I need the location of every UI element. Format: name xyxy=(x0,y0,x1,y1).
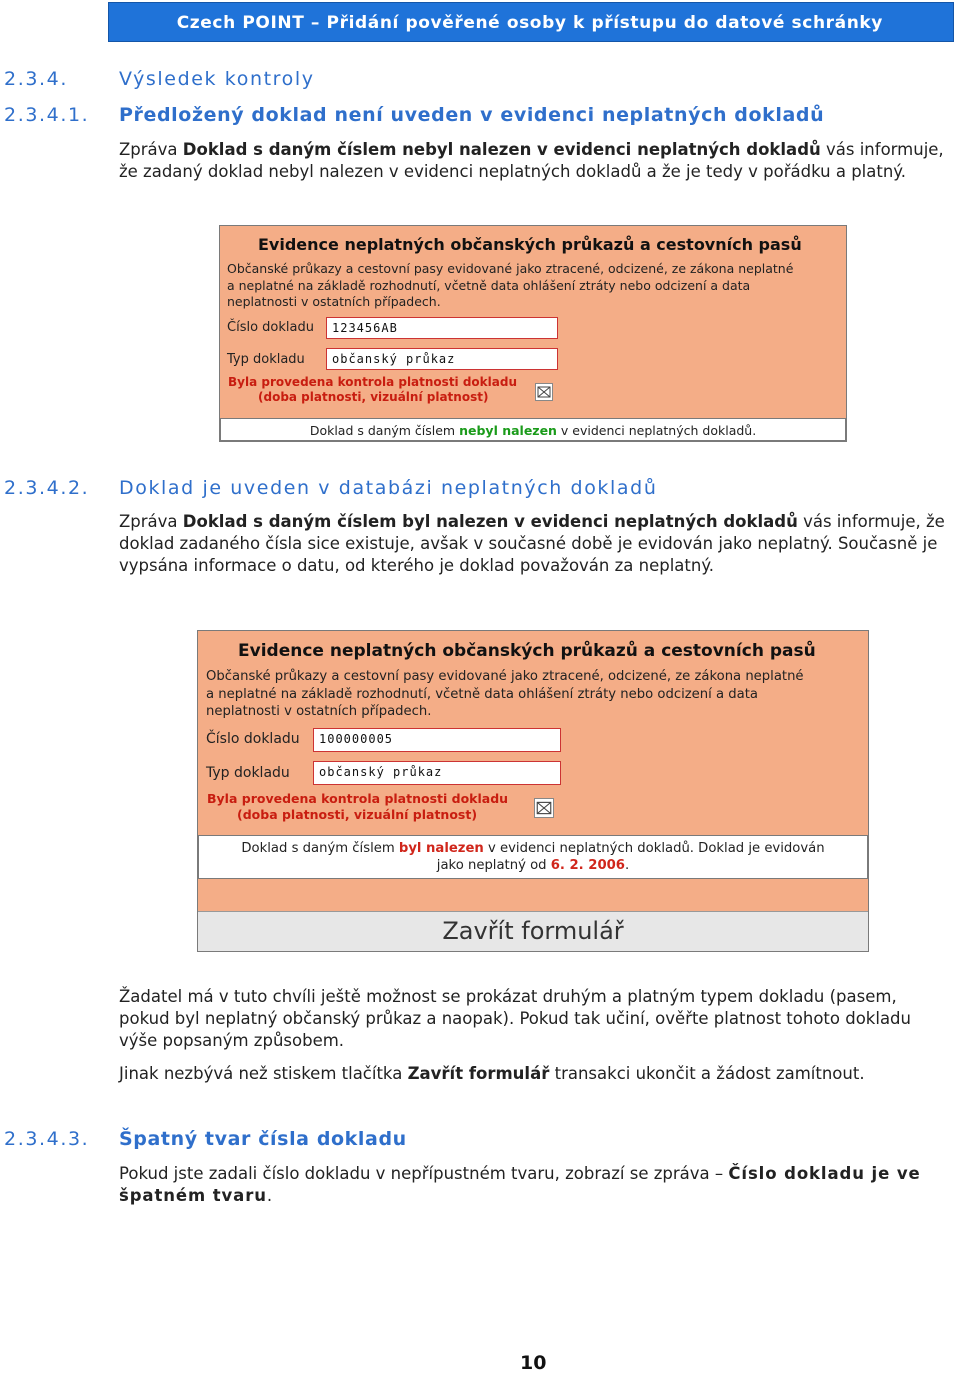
desc-line: Občanské průkazy a cestovní pasy evidované jako ztracené, odcizené, ze zákona neplatné xyxy=(227,261,794,276)
paragraph-not-found xyxy=(119,139,949,183)
doc-type-label: Typ dokladu xyxy=(227,352,305,367)
text: transakci ukončit a žádost zamítnout. xyxy=(549,1064,865,1083)
paragraph-close-form xyxy=(119,1063,949,1085)
text: Zpráva xyxy=(119,140,183,159)
desc-line: neplatnosti v ostatních případech. xyxy=(227,294,441,309)
section-heading-2-3-4-3 xyxy=(4,1128,407,1150)
check-line: Byla provedena kontrola platnosti dokladu xyxy=(228,375,518,389)
text: jako neplatný od xyxy=(436,858,551,873)
result-message xyxy=(220,418,846,441)
section-title: Doklad je uveden v databázi neplatných dokladů xyxy=(119,477,658,499)
doc-type-select[interactable]: občanský průkaz xyxy=(326,348,558,370)
section-number: 2.3.4.3. xyxy=(4,1128,90,1150)
checkbox-x-icon xyxy=(536,384,552,400)
check-line: (doba platnosti, vizuální platnost) xyxy=(237,807,478,822)
check-line: (doba platnosti, vizuální platnost) xyxy=(258,390,489,404)
checkbox-x-icon xyxy=(535,799,553,817)
highlight: byl nalezen xyxy=(398,841,484,856)
text: Jinak nezbývá než stiskem tlačítka xyxy=(119,1064,408,1083)
section-title: Špatný tvar čísla dokladu xyxy=(119,1128,407,1150)
check-line: Byla provedena kontrola platnosti dokladu xyxy=(207,791,509,806)
form-title: Evidence neplatných občanských průkazů a cestovních pasů xyxy=(258,235,802,254)
button-name: Zavřít formulář xyxy=(407,1064,550,1083)
text: vás informuje, že zadaný doklad nebyl nalezen v evidenci neplatných dokladů a že je tedy v pořádku a platný. xyxy=(119,140,944,181)
paragraph-alternative-document: Žadatel má v tuto chvíli ještě možnost se prokázat druhým a platným typem dokladu (pasem, pokud byl neplatný občanský průkaz a naopak). Pokud tak učiní, ověřte platnost tohoto dokladu výše popsaným způsobem. xyxy=(119,987,911,1050)
validity-check-label xyxy=(207,791,508,823)
text: . xyxy=(266,1186,273,1205)
close-form-label: Zavřít formulář xyxy=(442,917,624,945)
invalid-since-date: 6. 2. 2006 xyxy=(550,858,625,873)
section-number: 2.3.4.1. xyxy=(4,104,90,126)
section-heading-2-3-4-2 xyxy=(4,477,657,499)
message-name: Doklad s daným číslem byl nalezen v evidenci neplatných dokladů xyxy=(182,512,798,531)
message-line-2 xyxy=(199,857,867,874)
doc-number-label: Číslo dokladu xyxy=(206,731,300,747)
section-number: 2.3.4.2. xyxy=(4,477,90,499)
text: Zpráva xyxy=(119,512,183,531)
text: . xyxy=(624,858,630,873)
form-description xyxy=(206,668,804,721)
form-title: Evidence neplatných občanských průkazů a cestovních pasů xyxy=(238,641,816,661)
text: vás informuje, že doklad zadaného čísla sice existuje, avšak v současné době je evidován jako neplatný. Současně je vypsána informace o datu, od kterého je doklad považován za neplatný. xyxy=(119,512,945,575)
section-title: Předložený doklad není uveden v evidenci neplatných dokladů xyxy=(119,104,825,126)
page-number: 10 xyxy=(520,1352,547,1374)
doc-type-select[interactable]: občanský průkaz xyxy=(313,761,561,785)
validity-checkbox[interactable] xyxy=(535,383,553,401)
doc-type-label: Typ dokladu xyxy=(206,765,290,781)
result-message xyxy=(198,835,868,879)
section-heading-2-3-4 xyxy=(4,68,315,90)
message-name: Číslo dokladu je ve špatném tvaru xyxy=(119,1164,921,1205)
section-title: Výsledek kontroly xyxy=(119,68,315,90)
screenshot-found xyxy=(197,630,869,952)
doc-number-input[interactable]: 123456AB xyxy=(326,317,558,339)
highlight: nebyl nalezen xyxy=(459,423,557,438)
validity-check-label xyxy=(228,375,517,405)
message-line-1 xyxy=(199,840,867,857)
desc-line: Občanské průkazy a cestovní pasy evidované jako ztracené, odcizené, ze zákona neplatné xyxy=(206,669,804,684)
message-name: Doklad s daným číslem nebyl nalezen v evidenci neplatných dokladů xyxy=(182,140,821,159)
doc-number-input[interactable]: 100000005 xyxy=(313,728,561,752)
text: Pokud jste zadali číslo dokladu v nepřípustném tvaru, zobrazí se zpráva – xyxy=(119,1164,729,1183)
text: v evidenci neplatných dokladů. Doklad je evidován xyxy=(483,841,825,856)
paragraph-found xyxy=(119,511,949,577)
section-number: 2.3.4. xyxy=(4,68,68,90)
paragraph-bad-format xyxy=(119,1163,949,1207)
section-heading-2-3-4-1 xyxy=(4,104,824,126)
spacer-band xyxy=(198,879,868,911)
header-title: Czech POINT – Přidání pověřené osoby k přístupu do datové schránky xyxy=(176,13,883,33)
close-form-button[interactable] xyxy=(198,911,868,951)
screenshot-not-found xyxy=(219,225,847,442)
doc-number-label: Číslo dokladu xyxy=(227,320,314,335)
text: Doklad s daným číslem xyxy=(309,423,460,438)
desc-line: a neplatné na základě rozhodnutí, včetně data ohlášení ztráty nebo odcizení a data xyxy=(206,686,758,702)
document-header xyxy=(108,2,954,42)
text: v evidenci neplatných dokladů. xyxy=(556,423,757,438)
form-description xyxy=(227,261,793,311)
desc-line: neplatnosti v ostatních případech. xyxy=(206,704,432,719)
validity-checkbox[interactable] xyxy=(534,798,554,818)
text: Doklad s daným číslem xyxy=(241,841,399,856)
desc-line: a neplatné na základě rozhodnutí, včetně data ohlášení ztráty nebo odcizení a data xyxy=(227,277,751,293)
